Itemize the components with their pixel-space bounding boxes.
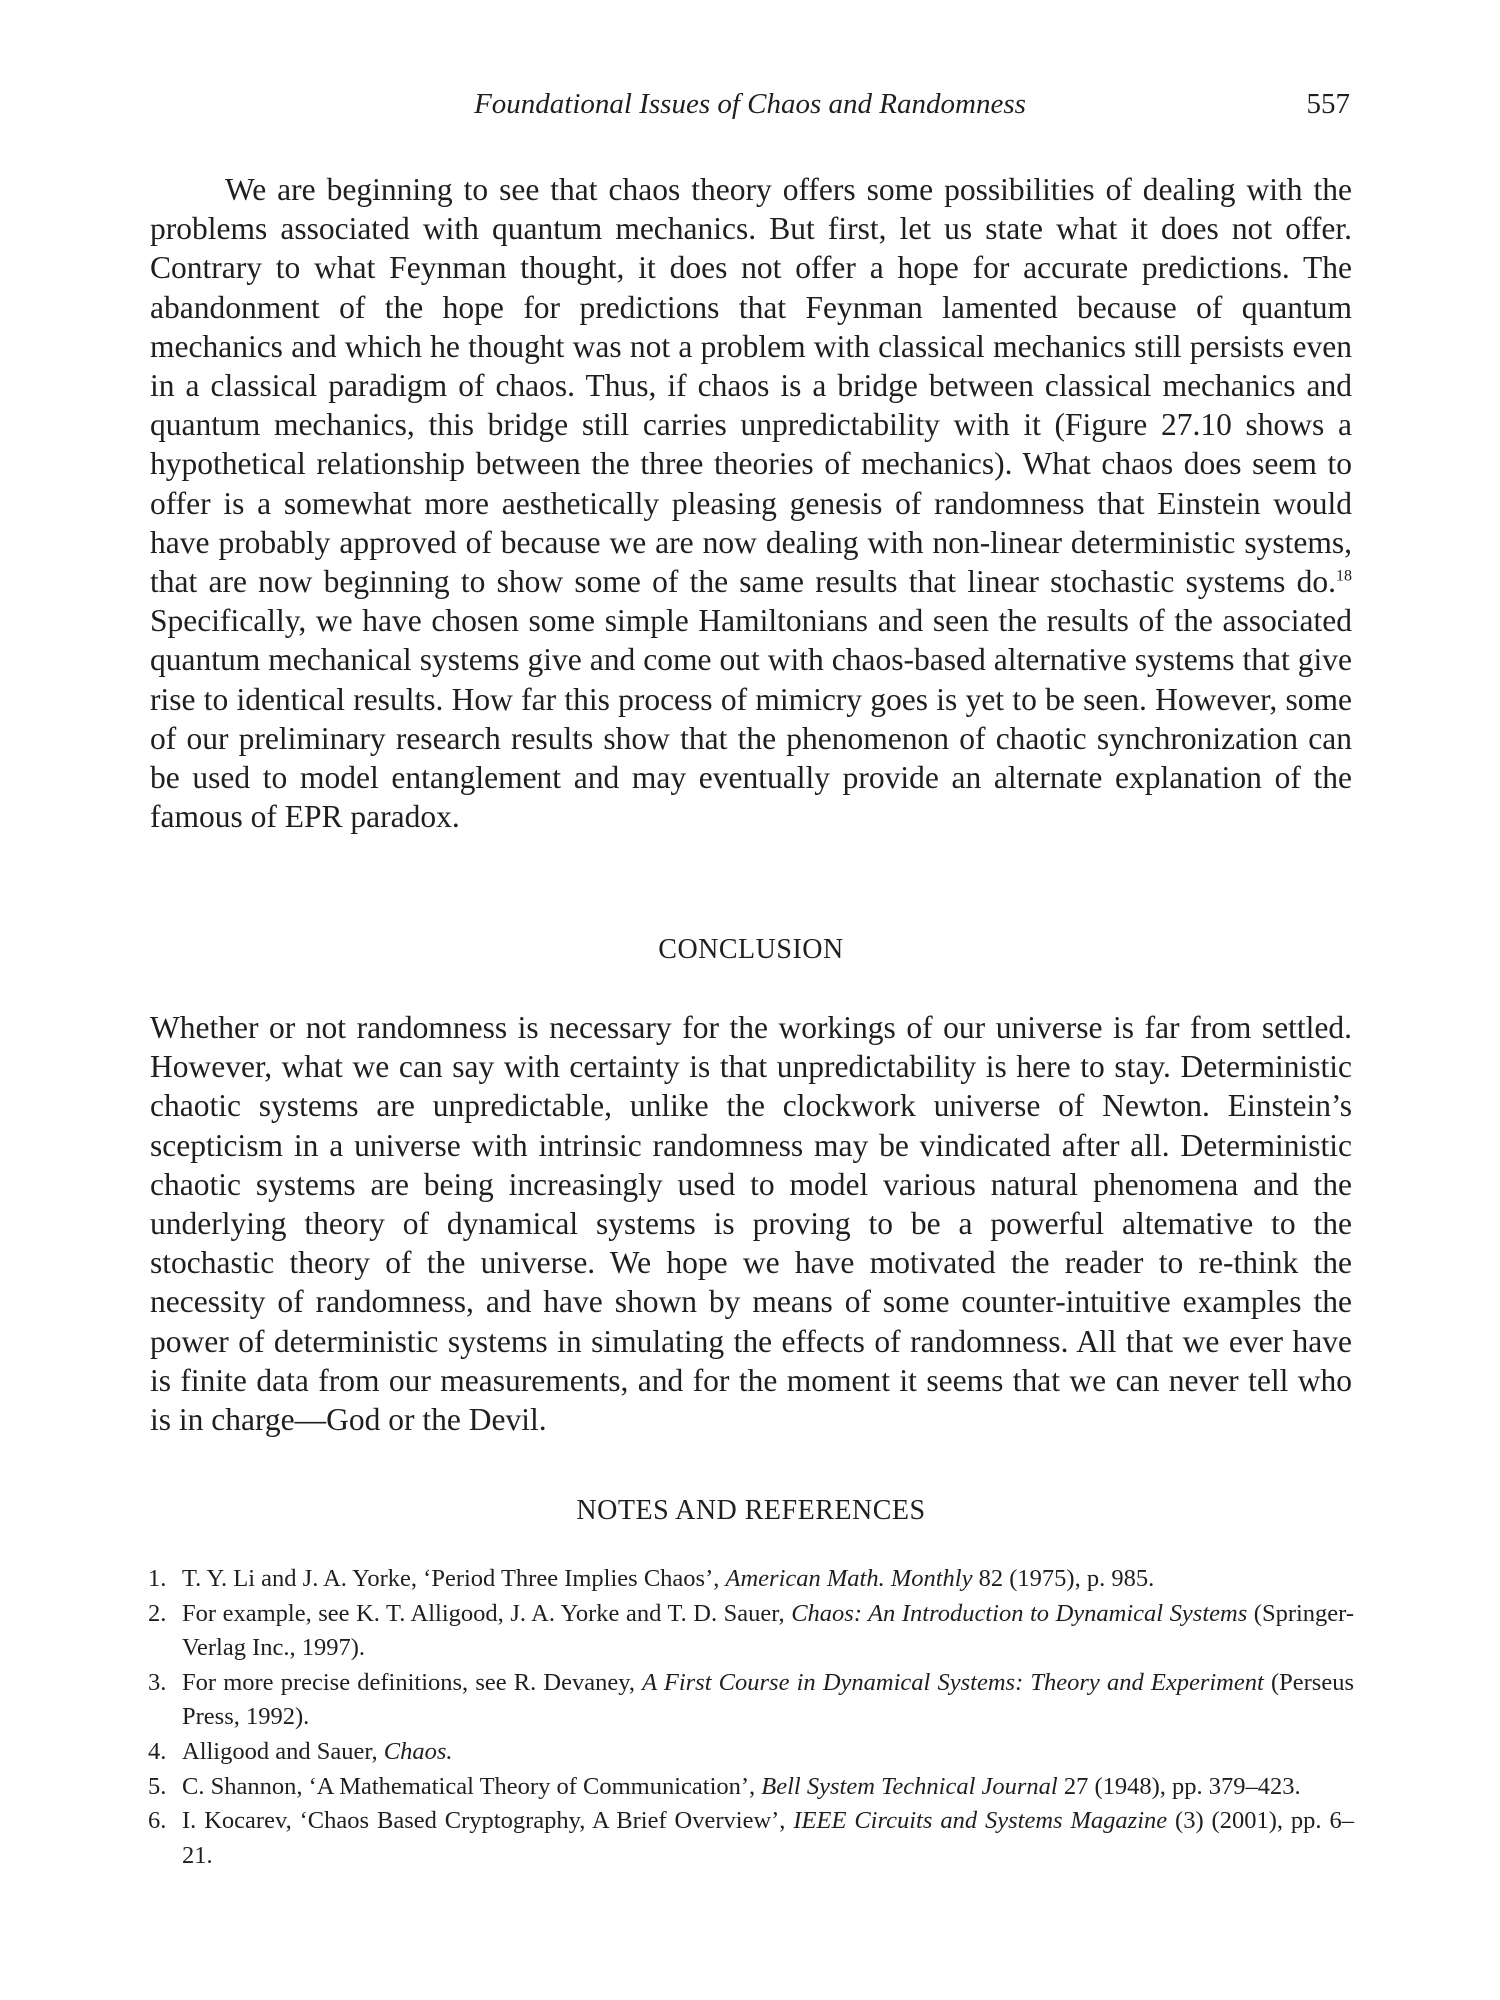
note-text: I. Kocarev, ‘Chaos Based Cryptography, A Brief Overview’,: [182, 1807, 794, 1835]
paragraph-text: We are beginning to see that chaos theory offers some possibilities of dealing with the problems associated with quantum mechanics. But first, let us state what it does not offer. Contrary to what Feynman thought, it does not offer a hope for accurate predictions. The abandonment of the hope for predictions that Feynman lamented because of quantum mechanics and which he thought was not a problem with classical mechanics still persists even in a classical paradigm of chaos. Thus, if chaos is a bridge between classical mechanics and quantum mechanics, this bridge still carries unpredictability with it (Figure 27.10 shows a hypothetical relationship between the three theories of mechanics). What chaos does seem to offer is a somewhat more aesthetically pleasing genesis of randomness that Einstein would have probably approved of because we are now dealing with non-linear deterministic systems, that are now beginning to show some of the same results that linear stochastic systems do.: [150, 172, 1352, 600]
body-paragraph-conclusion: Whether or not randomness is necessary for the workings of our universe is far from settled. However, what we can say with certainty is that unpredictability is here to stay. Deterministic chaotic systems are unpredictable, unlike the clockwork universe of Newton. Einstein’s scepticism in a universe with intrinsic randomness may be vindicated after all. Deterministic chaotic systems are being increasingly used to model various natural phenomena and the underlying theory of dynamical systems is proving to be a powerful altemative to the stochastic theory of the universe. We hope we have motivated the reader to re-think the necessity of randomness, and have shown by means of some counter-intuitive examples the power of deterministic systems in simulating the effects of randomness. All that we ever have is finite data from our measurements, and for the moment it seems that we can never tell who is in charge—God or the Devil.: [150, 1010, 1352, 1438]
section-heading-notes: NOTES AND REFERENCES: [576, 1495, 926, 1526]
note-text: C. Shannon, ‘A Mathematical Theory of Communication’,: [182, 1772, 762, 1800]
note-item: [148, 1804, 1354, 1873]
note-source-title: Chaos: An Introduction to Dynamical Systems: [791, 1599, 1248, 1627]
section-heading-conclusion: CONCLUSION: [658, 934, 844, 965]
note-text: 27 (1948), pp. 379–423.: [1057, 1772, 1301, 1800]
note-item: [148, 1666, 1354, 1735]
paragraph-text: Specifically, we have chosen some simple Hamiltonians and seen the results of the associated quantum mechanical systems give and come out with chaos-based alternative systems that give rise to identical results. How far this process of mimicry goes is yet to be seen. However, some of our preliminary research results show that the phenomenon of chaotic synchronization can be used to model entanglement and may eventually provide an alternate explanation of the famous of EPR paradox.: [150, 603, 1352, 835]
note-text: Alligood and Sauer,: [182, 1737, 384, 1765]
note-item: [148, 1597, 1354, 1666]
note-text: (3) (2001), pp. 6–21.: [182, 1807, 1354, 1869]
note-source-title: American Math. Monthly: [725, 1565, 973, 1592]
footnote-ref: 18: [1336, 567, 1352, 585]
note-number: 6.: [148, 1807, 167, 1835]
note-item: [148, 1770, 1354, 1805]
note-text: (Springer-Verlag Inc., 1997).: [182, 1599, 1355, 1662]
note-text: T. Y. Li and J. A. Yorke, ‘Period Three Implies Chaos’,: [182, 1565, 726, 1592]
note-number: 3.: [148, 1668, 167, 1696]
note-text: For example, see K. T. Alligood, J. A. Yorke and T. D. Sauer,: [182, 1599, 792, 1627]
note-text: 82 (1975), p. 985.: [972, 1565, 1155, 1592]
note-source-title: Bell System Technical Journal: [761, 1772, 1058, 1800]
note-item: [148, 1562, 1354, 1597]
page-number: 557: [1306, 88, 1350, 120]
running-head: [150, 88, 1350, 128]
note-source-title: A First Course in Dynamical Systems: Theory and Experiment: [642, 1668, 1264, 1696]
note-text: For more precise definitions, see R. Devaney,: [182, 1668, 643, 1696]
running-title: Foundational Issues of Chaos and Randomness: [474, 88, 1026, 120]
note-number: 4.: [148, 1737, 167, 1765]
note-number: 1.: [148, 1565, 167, 1592]
note-source-title: IEEE Circuits and Systems Magazine: [793, 1807, 1168, 1835]
note-number: 5.: [148, 1772, 167, 1800]
note-item: [148, 1735, 1354, 1770]
note-text: (Perseus Press, 1992).: [182, 1668, 1354, 1731]
note-number: 2.: [148, 1599, 167, 1627]
note-source-title: Chaos.: [383, 1737, 453, 1765]
body-paragraph-chaos-quantum: [150, 170, 1352, 836]
notes-list: [148, 1562, 1354, 1873]
